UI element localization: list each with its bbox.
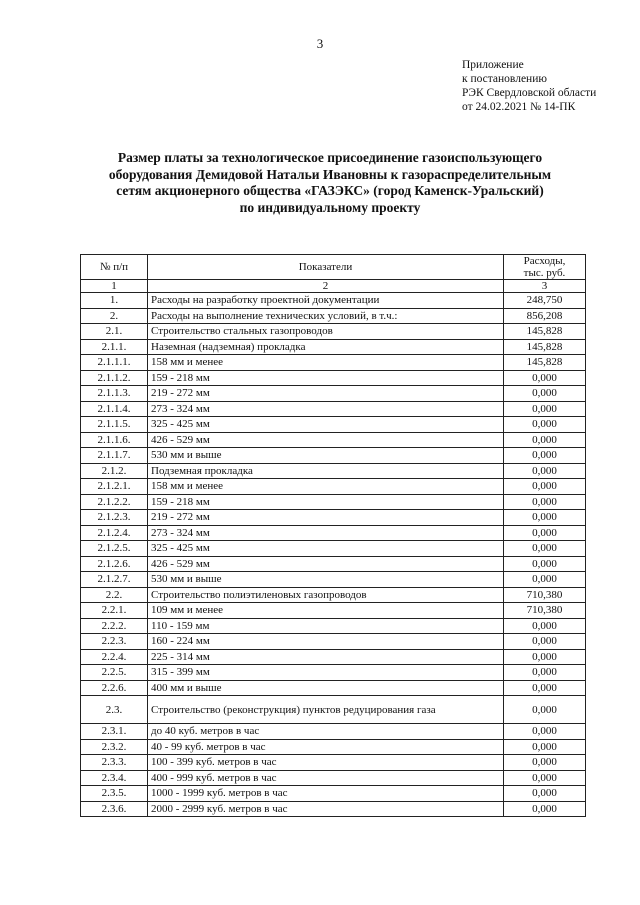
indicator-cell: 225 - 314 мм <box>148 649 504 665</box>
column-number: 2 <box>148 280 504 293</box>
indicator-cell: 159 - 218 мм <box>148 370 504 386</box>
indicator-cell: Строительство (реконструкция) пунктов редуцирования газа <box>148 696 504 724</box>
value-cell: 0,000 <box>504 494 586 510</box>
column-number: 1 <box>81 280 148 293</box>
row-number-cell: 2.1.2.6. <box>81 556 148 572</box>
row-number-cell: 2.1.1.5. <box>81 417 148 433</box>
table-row <box>81 479 586 495</box>
value-cell: 0,000 <box>504 525 586 541</box>
indicator-cell: 109 мм и менее <box>148 603 504 619</box>
value-cell: 145,828 <box>504 324 586 340</box>
row-number-cell: 2.1.2.5. <box>81 541 148 557</box>
page-number: 3 <box>316 36 324 51</box>
table-row <box>81 293 586 309</box>
column-number: 3 <box>504 280 586 293</box>
value-cell: 0,000 <box>504 770 586 786</box>
value-cell: 0,000 <box>504 724 586 740</box>
indicator-cell: 110 - 159 мм <box>148 618 504 634</box>
table-row <box>81 665 586 681</box>
value-cell: 0,000 <box>504 479 586 495</box>
indicator-cell: 400 мм и выше <box>148 680 504 696</box>
indicator-cell: Наземная (надземная) прокладка <box>148 339 504 355</box>
indicator-cell: 325 - 425 мм <box>148 541 504 557</box>
header-cost-line: Расходы, <box>523 255 566 267</box>
row-number-cell: 2.1.1.1. <box>81 355 148 371</box>
row-number-cell: 2.3.1. <box>81 724 148 740</box>
row-number-cell: 2.3.6. <box>81 801 148 817</box>
table-row <box>81 649 586 665</box>
indicator-cell: 159 - 218 мм <box>148 494 504 510</box>
appendix-line: от 24.02.2021 № 14-ПК <box>462 101 576 113</box>
value-cell: 0,000 <box>504 463 586 479</box>
value-cell: 0,000 <box>504 572 586 588</box>
table-row <box>81 308 586 324</box>
indicator-cell: 426 - 529 мм <box>148 432 504 448</box>
row-number-cell: 2.2.3. <box>81 634 148 650</box>
value-cell: 248,750 <box>504 293 586 309</box>
indicator-cell: 158 мм и менее <box>148 479 504 495</box>
table-row <box>81 724 586 740</box>
row-number-cell: 2.1.2.4. <box>81 525 148 541</box>
row-number-cell: 2.3.2. <box>81 739 148 755</box>
indicator-cell: 219 - 272 мм <box>148 510 504 526</box>
indicator-cell: 325 - 425 мм <box>148 417 504 433</box>
row-number-cell: 2.2.1. <box>81 603 148 619</box>
table-row <box>81 786 586 802</box>
row-number-cell: 1. <box>81 293 148 309</box>
row-number-cell: 2.1.2.7. <box>81 572 148 588</box>
row-number-cell: 2.1.1.3. <box>81 386 148 402</box>
value-cell: 0,000 <box>504 801 586 817</box>
row-number-cell: 2.1.1.4. <box>81 401 148 417</box>
row-number-cell: 2.2. <box>81 587 148 603</box>
table-row <box>81 572 586 588</box>
table-row <box>81 370 586 386</box>
header-num: № п/п <box>81 255 148 280</box>
table-row <box>81 696 586 724</box>
value-cell: 0,000 <box>504 755 586 771</box>
row-number-cell: 2.3.5. <box>81 786 148 802</box>
indicator-cell: 2000 - 2999 куб. метров в час <box>148 801 504 817</box>
table-row <box>81 618 586 634</box>
indicator-cell: Расходы на выполнение технических условий, в т.ч.: <box>148 308 504 324</box>
indicator-cell: 530 мм и выше <box>148 572 504 588</box>
indicator-cell: Расходы на разработку проектной документации <box>148 293 504 309</box>
table-row <box>81 603 586 619</box>
value-cell: 0,000 <box>504 541 586 557</box>
row-number-cell: 2.1.2.1. <box>81 479 148 495</box>
indicator-cell: 40 - 99 куб. метров в час <box>148 739 504 755</box>
row-number-cell: 2.3.3. <box>81 755 148 771</box>
indicator-cell: 530 мм и выше <box>148 448 504 464</box>
table-row <box>81 634 586 650</box>
table-row <box>81 355 586 371</box>
table-row <box>81 401 586 417</box>
row-number-cell: 2. <box>81 308 148 324</box>
appendix-block <box>462 58 596 114</box>
title-line: оборудования Демидовой Натальи Ивановны к газораспределительным <box>108 166 552 182</box>
indicator-cell: до 40 куб. метров в час <box>148 724 504 740</box>
appendix-line: РЭК Свердловской области <box>462 87 597 99</box>
row-number-cell: 2.3. <box>81 696 148 724</box>
indicator-cell: 426 - 529 мм <box>148 556 504 572</box>
value-cell: 0,000 <box>504 649 586 665</box>
appendix-line: к постановлению <box>462 73 547 85</box>
row-number-cell: 2.1.1.7. <box>81 448 148 464</box>
table-row <box>81 525 586 541</box>
indicator-cell: 1000 - 1999 куб. метров в час <box>148 786 504 802</box>
indicator-cell: 100 - 399 куб. метров в час <box>148 755 504 771</box>
table-row <box>81 339 586 355</box>
value-cell: 0,000 <box>504 680 586 696</box>
table-row <box>81 463 586 479</box>
table-row <box>81 494 586 510</box>
row-number-cell: 2.1.2.2. <box>81 494 148 510</box>
value-cell: 0,000 <box>504 696 586 724</box>
value-cell: 0,000 <box>504 556 586 572</box>
value-cell: 856,208 <box>504 308 586 324</box>
table-row <box>81 448 586 464</box>
table-row <box>81 556 586 572</box>
indicator-cell: Строительство стальных газопроводов <box>148 324 504 340</box>
indicator-cell: 160 - 224 мм <box>148 634 504 650</box>
value-cell: 0,000 <box>504 401 586 417</box>
indicator-cell: Строительство полиэтиленовых газопроводов <box>148 587 504 603</box>
document-title <box>70 150 590 216</box>
row-number-cell: 2.1.1. <box>81 339 148 355</box>
value-cell: 145,828 <box>504 339 586 355</box>
table-row <box>81 755 586 771</box>
row-number-cell: 2.1.2. <box>81 463 148 479</box>
header-cost <box>504 255 586 280</box>
indicator-cell: 219 - 272 мм <box>148 386 504 402</box>
row-number-cell: 2.2.4. <box>81 649 148 665</box>
value-cell: 0,000 <box>504 618 586 634</box>
table-row <box>81 510 586 526</box>
value-cell: 0,000 <box>504 417 586 433</box>
table-row <box>81 417 586 433</box>
indicator-cell: 158 мм и менее <box>148 355 504 371</box>
appendix-line: Приложение <box>462 59 524 71</box>
table-header-row <box>81 255 586 280</box>
row-number-cell: 2.2.2. <box>81 618 148 634</box>
row-number-cell: 2.2.5. <box>81 665 148 681</box>
title-line: по индивидуальному проекту <box>239 199 421 215</box>
tariff-table <box>80 254 586 817</box>
indicator-cell: 315 - 399 мм <box>148 665 504 681</box>
row-number-cell: 2.3.4. <box>81 770 148 786</box>
value-cell: 145,828 <box>504 355 586 371</box>
table-row <box>81 386 586 402</box>
table-row <box>81 680 586 696</box>
row-number-cell: 2.1.1.6. <box>81 432 148 448</box>
row-number-cell: 2.2.6. <box>81 680 148 696</box>
row-number-cell: 2.1. <box>81 324 148 340</box>
header-cost-line: тыс. руб. <box>523 267 566 279</box>
indicator-cell: 400 - 999 куб. метров в час <box>148 770 504 786</box>
table-row <box>81 541 586 557</box>
indicator-cell: 273 - 324 мм <box>148 525 504 541</box>
title-line: сетям акционерного общества «ГАЗЭКС» (город Каменск-Уральский) <box>116 183 544 198</box>
value-cell: 0,000 <box>504 448 586 464</box>
row-number-cell: 2.1.1.2. <box>81 370 148 386</box>
table-row <box>81 324 586 340</box>
column-number-row <box>81 280 586 293</box>
value-cell: 710,380 <box>504 603 586 619</box>
value-cell: 710,380 <box>504 587 586 603</box>
table-row <box>81 432 586 448</box>
table-row <box>81 587 586 603</box>
title-line: Размер платы за технологическое присоединение газоиспользующего <box>117 150 543 165</box>
value-cell: 0,000 <box>504 370 586 386</box>
value-cell: 0,000 <box>504 432 586 448</box>
value-cell: 0,000 <box>504 510 586 526</box>
indicator-cell: 273 - 324 мм <box>148 401 504 417</box>
table-row <box>81 770 586 786</box>
value-cell: 0,000 <box>504 634 586 650</box>
table-body <box>81 293 586 817</box>
value-cell: 0,000 <box>504 739 586 755</box>
value-cell: 0,000 <box>504 386 586 402</box>
table-row <box>81 739 586 755</box>
header-indicator: Показатели <box>148 255 504 280</box>
table-row <box>81 801 586 817</box>
row-number-cell: 2.1.2.3. <box>81 510 148 526</box>
value-cell: 0,000 <box>504 786 586 802</box>
value-cell: 0,000 <box>504 665 586 681</box>
indicator-cell: Подземная прокладка <box>148 463 504 479</box>
